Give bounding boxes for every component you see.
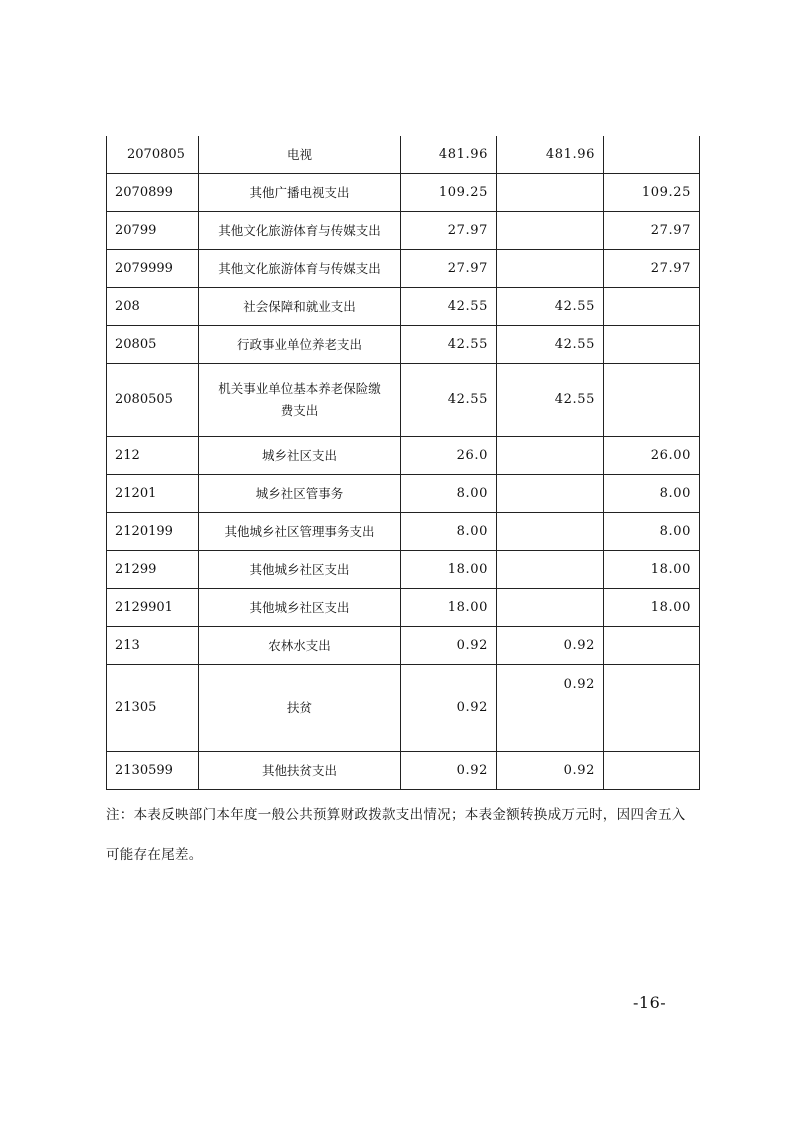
row-name: 其他城乡社区支出	[199, 551, 401, 589]
row-total: 481.96	[401, 136, 497, 174]
row-basic: 42.55	[497, 364, 604, 437]
row-basic	[497, 212, 604, 250]
row-code: 21201	[107, 475, 199, 513]
row-basic	[497, 475, 604, 513]
row-project: 27.97	[604, 212, 700, 250]
table-row	[107, 136, 700, 174]
table-row	[107, 589, 700, 627]
row-basic	[497, 250, 604, 288]
row-basic	[497, 589, 604, 627]
row-code: 20805	[107, 326, 199, 364]
row-code: 2080505	[107, 364, 199, 437]
row-code: 2070805	[107, 136, 199, 174]
row-total: 42.55	[401, 364, 497, 437]
row-name: 其他文化旅游体育与传媒支出	[199, 250, 401, 288]
row-basic: 0.92	[497, 752, 604, 790]
row-total: 109.25	[401, 174, 497, 212]
row-name: 其他广播电视支出	[199, 174, 401, 212]
row-basic: 42.55	[497, 326, 604, 364]
table-row	[107, 513, 700, 551]
row-project: 27.97	[604, 250, 700, 288]
table-row	[107, 288, 700, 326]
row-name: 社会保障和就业支出	[199, 288, 401, 326]
table-row	[107, 326, 700, 364]
row-project: 8.00	[604, 475, 700, 513]
row-basic: 0.92	[497, 627, 604, 665]
row-code: 208	[107, 288, 199, 326]
row-basic: 481.96	[497, 136, 604, 174]
row-total: 8.00	[401, 475, 497, 513]
row-name: 其他城乡社区支出	[199, 589, 401, 627]
row-basic	[497, 513, 604, 551]
row-basic	[497, 551, 604, 589]
table-row	[107, 627, 700, 665]
row-project: 26.00	[604, 437, 700, 475]
row-code: 2120199	[107, 513, 199, 551]
row-code: 2079999	[107, 250, 199, 288]
row-project	[604, 627, 700, 665]
row-code: 2130599	[107, 752, 199, 790]
table-row	[107, 364, 700, 437]
row-project	[604, 136, 700, 174]
table-footnote: 注：本表反映部门本年度一般公共预算财政拨款支出情况；本表金额转换成万元时，因四舍五入可能存在尾差。	[106, 807, 686, 863]
row-code: 20799	[107, 212, 199, 250]
row-total: 0.92	[401, 665, 497, 752]
row-total: 27.97	[401, 250, 497, 288]
page-number: -16-	[633, 993, 667, 1012]
row-total: 18.00	[401, 589, 497, 627]
row-project: 18.00	[604, 589, 700, 627]
row-project	[604, 288, 700, 326]
row-project: 18.00	[604, 551, 700, 589]
table-row	[107, 665, 700, 752]
row-name: 扶贫	[199, 665, 401, 752]
row-code: 21305	[107, 665, 199, 752]
row-name: 行政事业单位养老支出	[199, 326, 401, 364]
row-code: 21299	[107, 551, 199, 589]
row-basic: 0.92	[497, 665, 604, 752]
row-name: 其他文化旅游体育与传媒支出	[199, 212, 401, 250]
row-project	[604, 326, 700, 364]
table-row	[107, 551, 700, 589]
row-name: 电视	[199, 136, 401, 174]
row-name: 其他扶贫支出	[199, 752, 401, 790]
row-code: 212	[107, 437, 199, 475]
row-name: 城乡社区管事务	[199, 475, 401, 513]
row-total: 27.97	[401, 212, 497, 250]
table-row	[107, 174, 700, 212]
row-project	[604, 364, 700, 437]
row-name: 城乡社区支出	[199, 437, 401, 475]
table-row	[107, 475, 700, 513]
table-row	[107, 437, 700, 475]
row-code: 2129901	[107, 589, 199, 627]
row-total: 8.00	[401, 513, 497, 551]
row-name: 农林水支出	[199, 627, 401, 665]
row-basic: 42.55	[497, 288, 604, 326]
table-row	[107, 752, 700, 790]
row-total: 42.55	[401, 288, 497, 326]
expenditure-table	[106, 136, 700, 790]
row-project	[604, 752, 700, 790]
row-total: 0.92	[401, 627, 497, 665]
row-name: 机关事业单位基本养老保险缴费支出	[199, 364, 401, 437]
row-basic	[497, 437, 604, 475]
row-total: 0.92	[401, 752, 497, 790]
row-total: 18.00	[401, 551, 497, 589]
row-project: 109.25	[604, 174, 700, 212]
row-code: 213	[107, 627, 199, 665]
row-code: 2070899	[107, 174, 199, 212]
table-row	[107, 212, 700, 250]
row-project	[604, 665, 700, 752]
row-basic	[497, 174, 604, 212]
table-row	[107, 250, 700, 288]
row-total: 42.55	[401, 326, 497, 364]
row-total: 26.0	[401, 437, 497, 475]
row-name: 其他城乡社区管理事务支出	[199, 513, 401, 551]
row-project: 8.00	[604, 513, 700, 551]
